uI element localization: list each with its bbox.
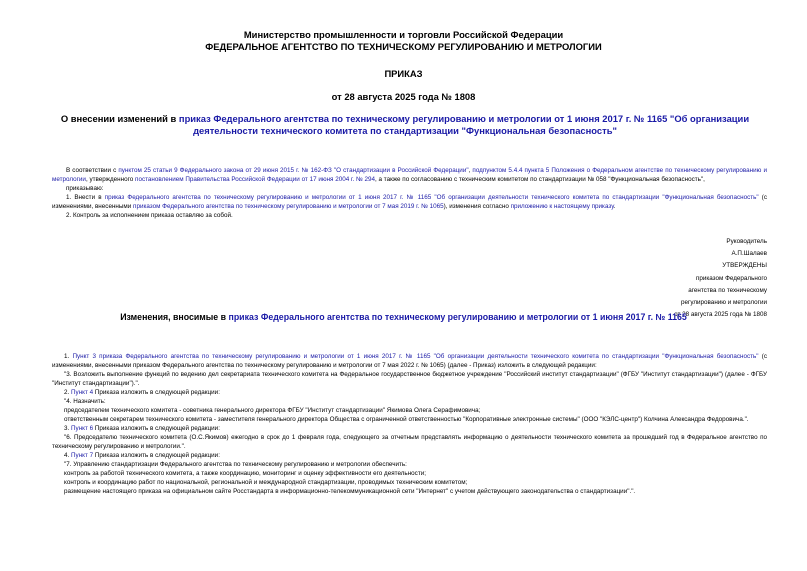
signer-name: А.П.Шалаев [731,250,767,258]
change-3-text: "6. Председателю технического комитета (О.С.Якимов) ежегодно в срок до 1 февраля года, следующего за отчетным представлять информацию о деятельности технического комитета за прошедший год в Федеральное агентство по техническому регулированию и метрологии.". [52,434,767,450]
order-word: приказываю: [66,185,104,192]
change-text: Приказа изложить в следующей редакции: [93,452,220,459]
preamble-paragraph [52,166,767,184]
change-4-text-3: контроль и координацию работ по национальной, региональной и международной стандартизации, проводимых техническим комитетом; [64,479,468,486]
change-4 [52,451,767,460]
title-link[interactable]: приказ Федерального агентства по техническому регулированию и метрологии от 1 июня 2017 г. № 1165 "Об организации деятельности технического комитета по стандартизации "Функциональная безопасность" [178,113,750,136]
change-2-text-1: "4. Назначить: [64,398,106,405]
change-text: 1. [64,353,73,360]
change-2-text-2: председателем технического комитета - советника генерального директора ФГБУ "Институт стандартизации" Якимова Олега Серафимовича; [64,407,481,414]
title-prefix: О внесении изменений в [60,113,179,124]
signature-block [674,236,767,321]
law-link[interactable]: пунктом 25 статьи 9 Федерального закона от 29 июня 2015 г. № 162-ФЗ "О стандартизации в Российской Федерации" [118,167,469,174]
change-1-text: "3. Возложить выполнение функций по ведению дел секретариата технического комитета на Федеральное государственное бюджетное учреждение "Российский институт стандартизации" (ФГБУ "Институт стандартизации") (далее - ФГБУ "Институт стандартизации").". [52,371,767,387]
clause-text: ), изменения согласно [443,203,511,210]
changes-title-link[interactable]: приказ Федерального агентства по техническому регулированию и метрологии от 1 июня 2017 г. № 1165 [228,312,687,322]
approved-line-2: агентства по техническому [688,286,767,294]
changes-body [52,352,767,496]
signer-role: Руководитель [726,238,767,245]
clause-1 [52,193,767,211]
clause-text: . [613,203,616,210]
clause-text: 1. Внести в [66,194,105,201]
resolution-link[interactable]: постановлением Правительства Российской Федерации от 17 июня 2004 г. № 294 [135,176,375,183]
order-1165-link[interactable]: приказ Федерального агентства по техническому регулированию и метрологии от 1 июня 2017 г. № 1165 "Об организации деятельности технического комитета по стандартизации "Функциональная безопасность" [104,194,759,201]
change-2 [52,388,767,397]
change-text: 3. [64,425,72,432]
approved-line-1: приказом Федерального [695,274,767,282]
preamble-text: , [468,167,473,174]
clause-6-link[interactable]: Пункт 6 [71,425,94,432]
change-text: Приказа изложить в следующей редакции: [93,425,220,432]
clause-text: (с изменениями, внесенными [52,194,768,210]
clause-7-link[interactable]: Пункт 7 [71,452,94,459]
change-text: (с изменениями, внесенными приказом Федерального агентства по техническому регулированию и метрологии от 7 мая 2022 г. № 1065) (далее - Приказ) изложить в следующей редакции: [52,353,767,369]
change-text: Приказа изложить в следующей редакции: [93,389,220,396]
changes-title [0,312,807,322]
preamble-text: В соответствии с [66,167,119,174]
order-1065-link[interactable]: приказом Федерального агентства по техническому регулированию и метрологии от 7 мая 2019 г. № 1065 [133,203,444,210]
order-title [30,113,780,137]
agency-name: ФЕДЕРАЛЬНОЕ АГЕНТСТВО ПО ТЕХНИЧЕСКОМУ РЕГУЛИРОВАНИЮ И МЕТРОЛОГИИ [205,41,602,52]
change-4-text-2: контроль за работой технического комитета, а также координацию, мониторинг и оценку эффективности его деятельности; [64,470,426,477]
order-body [52,166,767,220]
approved-label: УТВЕРЖДЕНЫ [722,262,767,270]
preamble-text: , утвержденного [85,176,136,183]
appendix-link[interactable]: приложению к настоящему приказу [510,203,614,210]
change-2-text-3: ответственным секретарем технического комитета - заместителя генерального директора Общества с ограниченной ответственностью "Корпоративные электронные системы" (ООО "КЭЛС-центр") Колчина Александра Федоровича.". [64,416,749,423]
change-text: 4. [64,452,72,459]
clause-2: 2. Контроль за исполнением приказа оставляю за собой. [66,212,233,219]
ministry-name: Министерство промышленности и торговли Российской Федерации [243,29,564,40]
approved-line-4: от 28 августа 2025 года № 1808 [674,311,767,319]
change-4-text-1: "7. Управлению стандартизации Федерального агентства по техническому регулированию и метрологии обеспечить: [64,461,407,468]
clause-3-link[interactable]: Пункт 3 приказа Федерального агентства по техническому регулированию и метрологии от 1 июня 2017 г. № 1165 "Об организации деятельности технического комитета по стандартизации "Функциональная безопасность" [72,353,759,360]
doc-type: ПРИКАЗ [384,68,423,79]
regulation-link[interactable]: подпунктом 5.4.4 пункта 5 Положения о Федеральном агентстве по техническому регулированию и метрологии [52,167,767,183]
changes-title-prefix: Изменения, вносимые в [120,312,229,322]
change-text: 2. [64,389,72,396]
clause-4-link[interactable]: Пункт 4 [71,389,94,396]
order-date: от 28 августа 2025 года № 1808 [331,91,476,102]
approved-line-3: регулированию и метрологии [681,299,767,307]
change-1 [52,352,767,370]
change-3 [52,424,767,433]
preamble-text: , а также по согласованию с техническим комитетом по стандартизации № 058 "Функциональная безопасность", [375,176,705,183]
change-4-text-4: размещение настоящего приказа на официальном сайте Росстандарта в информационно-телекоммуникационной сети "Интернет" с учетом действующего законодательства о стандартизации".". [64,488,636,495]
